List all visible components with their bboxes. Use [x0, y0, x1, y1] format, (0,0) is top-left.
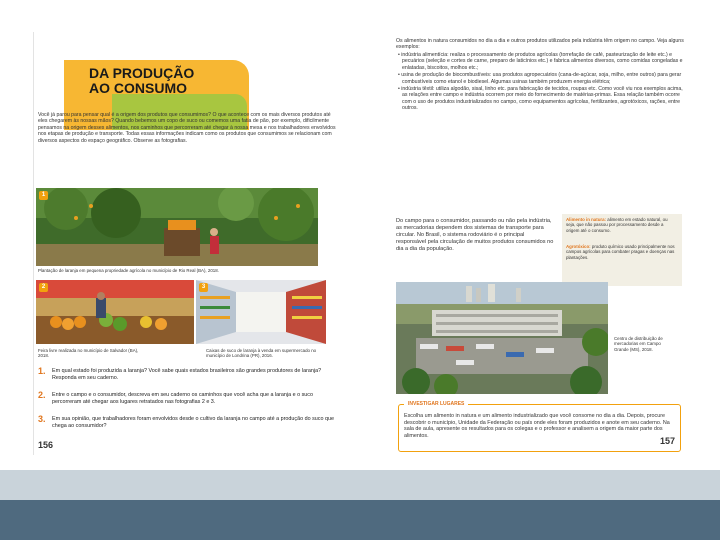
aerial-photo-caption: Centro de distribuição de mercadorias em Campo Grande (MS), 2018.: [614, 336, 663, 352]
supermarket-image: [196, 280, 326, 344]
investigate-text: Escolha um alimento in natura e um alimento industrializado que você consome no dia a dia. Depois, procure descobrir o município, Unidade da Federação ou país onde eles foram produzidos e anote em seu caderno. Na sala de aula, apresente os resultados para os colegas e o professor e analisem a origem da maior parte dos alimentos.: [404, 413, 670, 439]
street-market-image: [36, 280, 194, 344]
glossary-term: Agrotóxico:: [566, 244, 591, 249]
bullet-text: usina de produção de biocombustíveis: usa produtos agropecuários (cana-de-açúcar, soja, milho, entre outros) para gerar combustíveis como etanol e biodiesel. Algumas usinas também produzem energia elétrica;: [401, 72, 682, 85]
left-page-number: 156: [38, 440, 54, 450]
photo2-number: 2: [39, 283, 48, 292]
chapter-title: [89, 66, 249, 96]
left-page: [33, 32, 353, 455]
footer-band-light: [0, 470, 720, 500]
glossary-entry: [566, 217, 678, 233]
photo2-caption: Feira livre realizada no município de Salvador (BA), 2018.: [38, 348, 139, 359]
bullet-item: • indústria alimentícia: realiza o processamento de produtos agrícolas (torrefação de café, pasteurização de leite etc.) e pecuários (seleção e cortes de carne, preparo de laticínios etc.) e fabrica alimentos diversos, como comidas congeladas e enlatadas, biscoitos, molhos etc.;: [398, 52, 683, 71]
question1-text: Em qual estado foi produzida a laranja? Você sabe quais estados brasileiros são grandes produtores de laranja? Responda em seu caderno.: [52, 368, 322, 381]
glossary-entry: [566, 244, 678, 260]
right-paragraph1: Os alimentos in natura consumidos no dia a dia e outros produtos utilizados pela indústria têm origem no campo. Veja alguns exemplos:: [396, 38, 684, 51]
investigate-box: [398, 404, 681, 452]
investigate-label: INVESTIGAR LUGARES: [404, 400, 468, 409]
distribution-center-photo: [396, 282, 608, 394]
right-page-number: 157: [660, 436, 676, 446]
bullet-list: [396, 52, 684, 112]
right-paragraph2: Do campo para o consumidor, passando ou não pela indústria, as mercadorias dependem dos sistemas de transporte para circular. No Brasil, o sistema rodoviário é o principal responsável pela circulação de muitos produtos consumidos no dia a dia da população.: [396, 218, 554, 252]
distribution-center-image: [396, 282, 608, 394]
bullet-item: • indústria têxtil: utiliza algodão, sisal, linho etc. para fabricação de tecidos, roupas etc. Como você viu nos exemplos acima, as relações entre campo e indústria ocorrem por meio do fornecimento de matérias-primas. Essa relação também ocorre com o uso de produtos industrializados no campo, como equipamentos agrícolas, fertilizantes, agrotóxicos, rações, entre outros.: [398, 86, 683, 112]
glossary-term: Alimento in natura:: [566, 217, 607, 222]
footer-band-dark: [0, 500, 720, 540]
question2-number: 2.: [38, 390, 46, 400]
bullet-text: indústria alimentícia: realiza o processamento de produtos agrícolas (torrefação de café, pasteurização de leite etc.) e pecuários (seleção e cortes de carne, preparo de laticínios etc.) e fabrica alimentos diversos, como comidas congeladas e enlatadas, biscoitos, molhos etc.;: [401, 52, 683, 71]
photo3-caption: Caixas de suco de laranja à venda em supermercado no município de Londrina (PR), 2016.: [206, 348, 317, 359]
intro-paragraph: Você já parou para pensar qual é a origem dos produtos que consumimos? O que acontece com os mais diversos produtos até eles chegarem às nossas mãos? Quando bebemos um copo de suco ou comemos uma fatia de pão, por exemplo, dificilmente pensamos na origem desses alimentos, nos caminhos que percorreram até chegar à nossa mesa e nos trabalhadores envolvidos nos etapas de produção e transporte. Todas essas informações indicam como os produtos que consumimos se relacionam com diversos aspectos do espaço geográfico. Observe as fotografias.: [38, 112, 336, 144]
question2-text: Entre o campo e o consumidor, descreva em seu caderno os caminhos que você acha que a laranja e o suco percorreram até chegar aos lugares retratados nas fotografias 2 e 3.: [52, 392, 314, 405]
question3-text: Em sua opinião, que trabalhadores foram envolvidos desde o cultivo da laranja no campo até a produção do suco que chega ao consumidor?: [52, 416, 334, 429]
question1-number: 1.: [38, 366, 46, 376]
orange-plantation-photo: [36, 188, 318, 266]
photo3-number: 3: [199, 283, 208, 292]
right-page: [368, 32, 688, 455]
glossary-definition: alimento em estado natural, ou seja, que não passou por processamento desde a origem até o consumo.: [566, 217, 668, 233]
supermarket-photo: [196, 280, 326, 344]
chapter-title-line1: DA PRODUÇÃO: [89, 65, 195, 81]
glossary-definition: produto químico usado principalmente nos campos agrícolas para combater pragas e doenças nas plantações.: [566, 244, 675, 260]
orange-plantation-image: [36, 188, 318, 266]
street-market-photo: [36, 280, 194, 344]
bullet-text: indústria têxtil: utiliza algodão, sisal, linho etc. para fabricação de tecidos, roupas etc. Como você viu nos exemplos acima, as relações entre campo e indústria ocorrem por meio do fornecimento de matérias-primas. Essa relação também ocorre com o uso de produtos industrializados no campo, como equipamentos agrícolas, fertilizantes, agrotóxicos, rações, entre outros.: [401, 86, 683, 112]
glossary-box: [562, 214, 682, 286]
photo1-caption: Plantação de laranja em pequena propriedade agrícola no município de Rio Real (BA), 2018.: [38, 268, 219, 273]
photo1-number: 1: [39, 191, 48, 200]
question3-number: 3.: [38, 414, 46, 424]
bullet-item: • usina de produção de biocombustíveis: usa produtos agropecuários (cana-de-açúcar, soja, milho, entre outros) para gerar combustíveis como etanol e biodiesel. Algumas usinas também produzem energia elétrica;: [398, 72, 682, 85]
chapter-title-line2: AO CONSUMO: [89, 80, 187, 96]
